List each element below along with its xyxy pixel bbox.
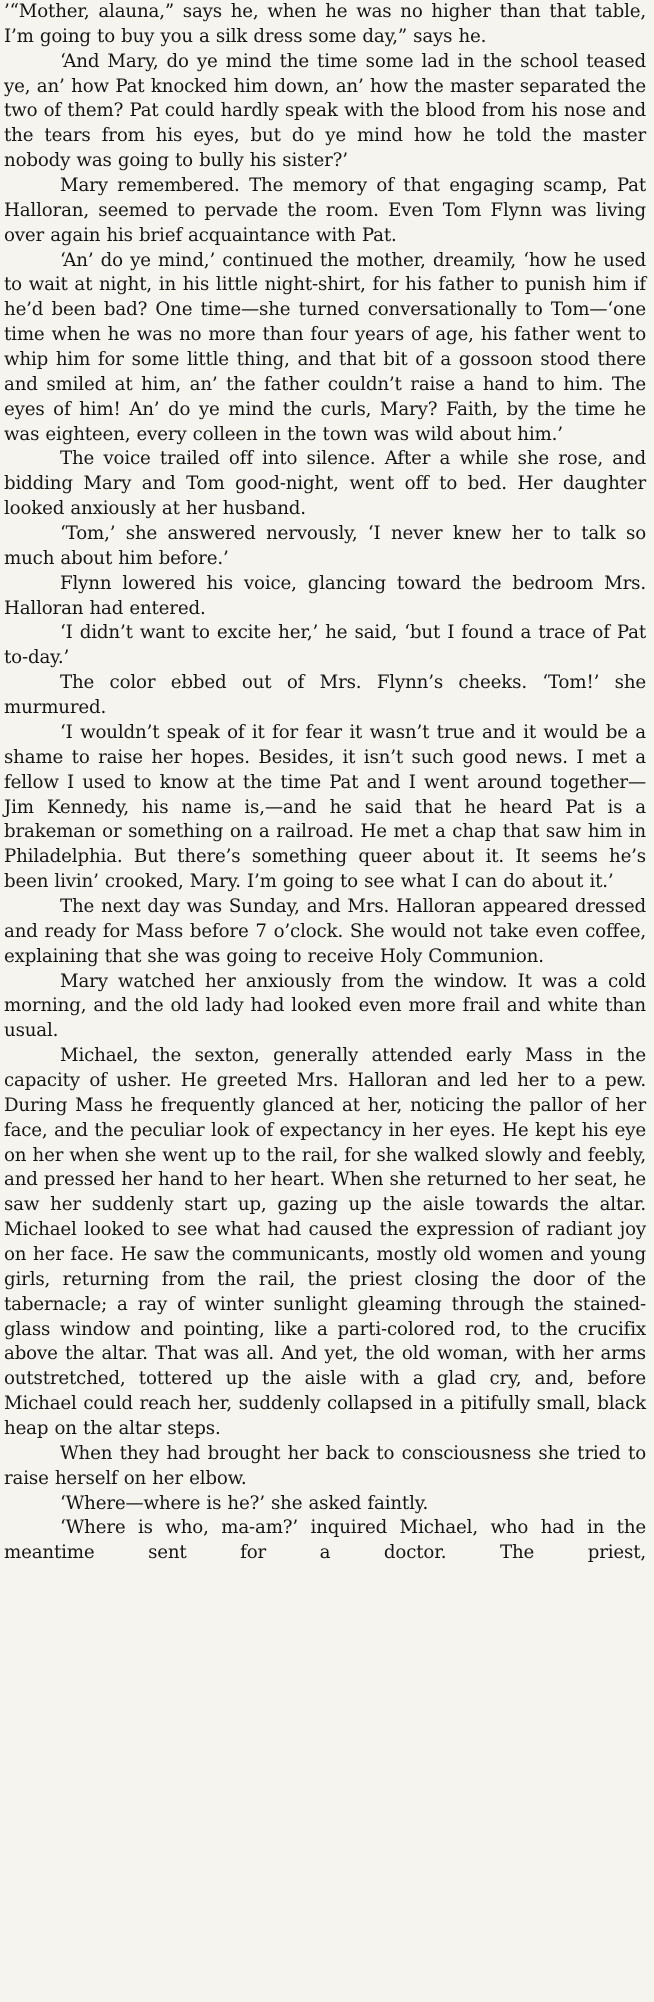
story-paragraph: ‘And Mary, do ye mind the time some lad in the school teased ye, an’ how Pat knocked him down, an’ how the master separated the two of them? Pat could hardly speak with the blood from his nose and the tears from his eyes, but do ye mind how he told the master nobody was going to bully his sister?’ (4, 50, 646, 172)
story-paragraph: Michael, the sexton, generally attended early Mass in the capacity of usher. He greeted Mrs. Halloran and led her to a pew. During Mass he frequently glanced at her, noticing the pallor of her face, and the peculiar look of expectancy in her eyes. He kept his eye on her when she went up to the rail, for she walked slowly and feebly, and pressed her hand to her heart. When she returned to her seat, he saw her suddenly start up, gazing up the aisle towards the altar. Michael looked to see what had caused the expression of radiant joy on her face. He saw the communicants, mostly old women and young girls, returning from the rail, the priest closing the door of the tabernacle; a ray of winter sunlight gleaming through the stained-glass window and pointing, like a parti-colored rod, to the crucifix above the altar. That was all. And yet, the old woman, with her arms outstretched, tottered up the aisle with a glad cry, and, before Michael could reach her, suddenly collapsed in a pitifully small, black heap on the altar steps. (4, 1045, 646, 1439)
story-paragraph: ’“Mother, alauna,” says he, when he was no higher than that table, I’m going to buy you a silk dress some day,” says he. (4, 1, 646, 47)
story-paragraph: ‘An’ do ye mind,’ continued the mother, dreamily, ‘how he used to wait at night, in his little night-shirt, for his father to punish him if he’d been bad? One time—she turned conversationally to Tom—‘one time when he was no more than four years of age, his father went to whip him for some little thing, and that bit of a gossoon stood there and smiled at him, an’ the father couldn’t raise a hand to him. The eyes of him! An’ do ye mind the curls, Mary? Faith, by the time he was eighteen, every colleen in the town was wild about him.’ (4, 249, 646, 445)
story-paragraph: ‘Where is who, ma-am?’ inquired Michael, who had in the meantime sent for a doctor. The priest, (4, 1517, 646, 1564)
story-paragraph: ‘I wouldn’t speak of it for fear it wasn’t true and it would be a shame to raise her hopes. Besides, it isn’t such good news. I met a fellow I used to know at the time Pat and I went around together—Jim Kennedy, his name is,—and he said that he heard Pat is a brakeman or something on a railroad. He met a chap that saw him in Philadelphia. But there’s something queer about it. It seems he’s been livin’ crooked, Mary. I’m going to see what I can do about it.’ (4, 721, 646, 893)
story-paragraph: When they had brought her back to consciousness she tried to raise herself on her elbow. (4, 1442, 646, 1489)
story-paragraph: The voice trailed off into silence. After a while she rose, and bidding Mary and Tom good-night, went off to bed. Her daughter looked anxiously at her husband. (4, 448, 646, 520)
story-paragraph: The next day was Sunday, and Mrs. Halloran appeared dressed and ready for Mass before 7 o’clock. She would not take even coffee, explaining that she was going to receive Holy Communion. (4, 895, 646, 967)
story-paragraph: The color ebbed out of Mrs. Flynn’s cheeks. ‘Tom!’ she murmured. (4, 672, 646, 719)
story-paragraph: Mary watched her anxiously from the window. It was a cold morning, and the old lady had looked even more frail and white than usual. (4, 970, 646, 1042)
story-column (4, 0, 646, 1566)
story-paragraph: Mary remembered. The memory of that engaging scamp, Pat Halloran, seemed to pervade the room. Even Tom Flynn was living over again his brief acquaintance with Pat. (4, 175, 646, 246)
story-paragraph: ‘I didn’t want to excite her,’ he said, ‘but I found a trace of Pat to-day.’ (4, 622, 646, 669)
story-paragraph: ‘Tom,’ she answered nervously, ‘I never knew her to talk so much about him before.’ (4, 523, 646, 569)
story-paragraph: Flynn lowered his voice, glancing toward the bedroom Mrs. Halloran had entered. (4, 572, 646, 619)
story-paragraph: ‘Where—where is he?’ she asked faintly. (60, 1492, 429, 1514)
